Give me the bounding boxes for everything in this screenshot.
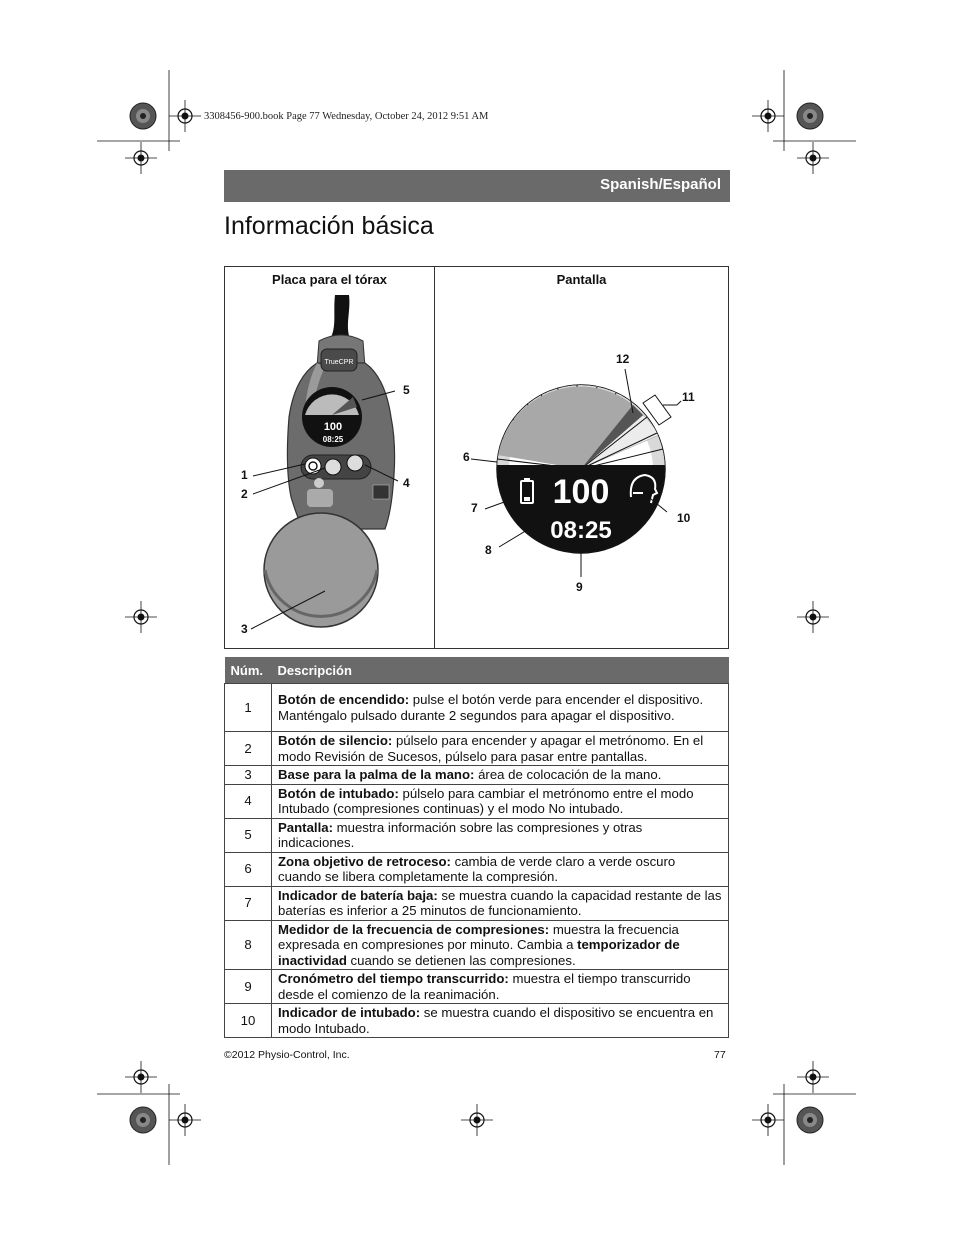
row-description (272, 732, 729, 766)
device-time: 08:25 (322, 435, 344, 444)
callout-9: 9 (576, 580, 583, 594)
callout-3: 3 (241, 622, 248, 636)
callout-11: 11 (682, 390, 695, 404)
display-heading: Pantalla (556, 272, 607, 287)
chest-pad-heading: Placa para el tórax (272, 272, 387, 287)
row-text: púlselo para cambiar el metrónomo entre el modo Intubado (compresiones continuas) y el modo No intubado. (278, 785, 694, 816)
crosshair-icon (169, 100, 201, 132)
callout-4: 4 (403, 476, 410, 490)
row-text: muestra información sobre las compresiones y otras indicaciones. (278, 819, 643, 850)
intubated-button-icon (347, 455, 363, 471)
figure-panel (224, 266, 729, 649)
display-count: 100 (552, 473, 610, 511)
row-number: 6 (225, 852, 272, 886)
crosshair-icon (169, 1104, 201, 1136)
description-table (224, 657, 729, 1038)
callout-2: 2 (241, 487, 248, 501)
row-term: Botón de encendido: (278, 692, 410, 707)
row-number: 1 (225, 684, 272, 732)
row-term: Indicador de batería baja: (278, 887, 438, 903)
row-text: se muestra cuando el dispositivo se encuentra en modo Intubado. (278, 1005, 714, 1036)
silence-button-icon (325, 459, 341, 475)
table-row (225, 732, 729, 766)
crosshair-icon (797, 1061, 829, 1093)
row-number: 2 (225, 732, 272, 766)
row-number: 10 (225, 1004, 272, 1038)
page-title: Información básica (224, 212, 434, 240)
copyright: ©2012 Physio-Control, Inc. (224, 1049, 350, 1061)
page-number: 77 (714, 1049, 726, 1061)
row-number: 8 (225, 920, 272, 970)
row-text: cambia de verde claro a verde oscuro cuando se libera completamente la compresión. (278, 853, 676, 884)
row-description (272, 1004, 729, 1038)
table-row (225, 970, 729, 1004)
callout-7: 7 (471, 501, 478, 515)
row-term: Pantalla: (278, 819, 333, 835)
row-term: Cronómetro del tiempo transcurrido: (278, 971, 509, 986)
table-row (225, 1004, 729, 1038)
row-number: 5 (225, 818, 272, 852)
row-text-2: cuando se detienen las compresiones. (346, 952, 576, 968)
table-row (225, 920, 729, 970)
row-description (272, 852, 729, 886)
row-description (272, 970, 729, 1004)
language-label: Spanish/Español (600, 176, 721, 193)
row-term: Base para la palma de la mano: (278, 767, 475, 782)
row-description (272, 818, 729, 852)
row-text: muestra la frecuencia expresada en compresiones por minuto. Cambia a (278, 921, 679, 952)
row-text: área de colocación de la mano. (474, 767, 662, 782)
callout-6: 6 (463, 450, 470, 464)
row-term: Botón de silencio: (278, 733, 393, 748)
row-term-2: temporizador de inactividad (278, 937, 680, 968)
power-button-icon (305, 458, 321, 474)
table-row (225, 784, 729, 818)
callout-8: 8 (485, 543, 492, 557)
registration-star-icon (797, 1107, 823, 1133)
row-text: púlselo para encender y apagar el metrónomo. En el modo Revisión de Sucesos, púlselo para pasar entre pantallas. (278, 733, 704, 764)
row-term: Botón de intubado: (278, 785, 399, 801)
registration-star-icon (797, 103, 823, 129)
crosshair-icon (797, 142, 829, 174)
row-text: muestra el tiempo transcurrido desde el comienzo de la reanimación. (278, 971, 691, 1002)
table-row (225, 818, 729, 852)
row-text: pulse el botón verde para encender el dispositivo. Manténgalo pulsado durante 2 segundos para apagar el dispositivo. (278, 692, 704, 723)
table-row (225, 852, 729, 886)
table-row (225, 684, 729, 732)
row-description (272, 766, 729, 785)
crosshair-icon (125, 601, 157, 633)
language-bar (224, 170, 730, 202)
row-number: 3 (225, 766, 272, 785)
callout-5: 5 (403, 383, 410, 397)
row-description (272, 784, 729, 818)
row-description (272, 886, 729, 920)
device-count: 100 (323, 421, 343, 433)
row-number: 7 (225, 886, 272, 920)
crosshair-icon (461, 1104, 493, 1136)
row-term: Medidor de la frecuencia de compresiones: (278, 921, 550, 937)
device-brand: TrueCPR (324, 359, 354, 366)
crosshair-icon (752, 100, 784, 132)
table-row (225, 886, 729, 920)
crosshair-icon (797, 601, 829, 633)
row-description (272, 920, 729, 970)
callout-12: 12 (616, 352, 630, 366)
table-header-row (225, 657, 729, 684)
crosshair-icon (125, 142, 157, 174)
row-text: se muestra cuando la capacidad restante de las baterías es inferior a 25 minutos de funcionamiento. (278, 887, 722, 918)
header-description: Descripción (272, 657, 729, 684)
row-term: Zona objetivo de retroceso: (278, 853, 451, 869)
row-description (272, 684, 729, 732)
display-time: 08:25 (550, 517, 612, 544)
book-header: 3308456-900.book Page 77 Wednesday, October 24, 2012 9:51 AM (204, 111, 489, 122)
row-number: 4 (225, 784, 272, 818)
row-term: Indicador de intubado: (278, 1005, 421, 1020)
chest-pad-illustration (225, 267, 434, 648)
registration-star-icon (130, 103, 156, 129)
crosshair-icon (125, 1061, 157, 1093)
callout-1: 1 (241, 468, 248, 482)
header-num: Núm. (225, 657, 272, 684)
table-row (225, 766, 729, 785)
row-number: 9 (225, 970, 272, 1004)
callout-10: 10 (677, 511, 691, 525)
crosshair-icon (752, 1104, 784, 1136)
registration-star-icon (130, 1107, 156, 1133)
